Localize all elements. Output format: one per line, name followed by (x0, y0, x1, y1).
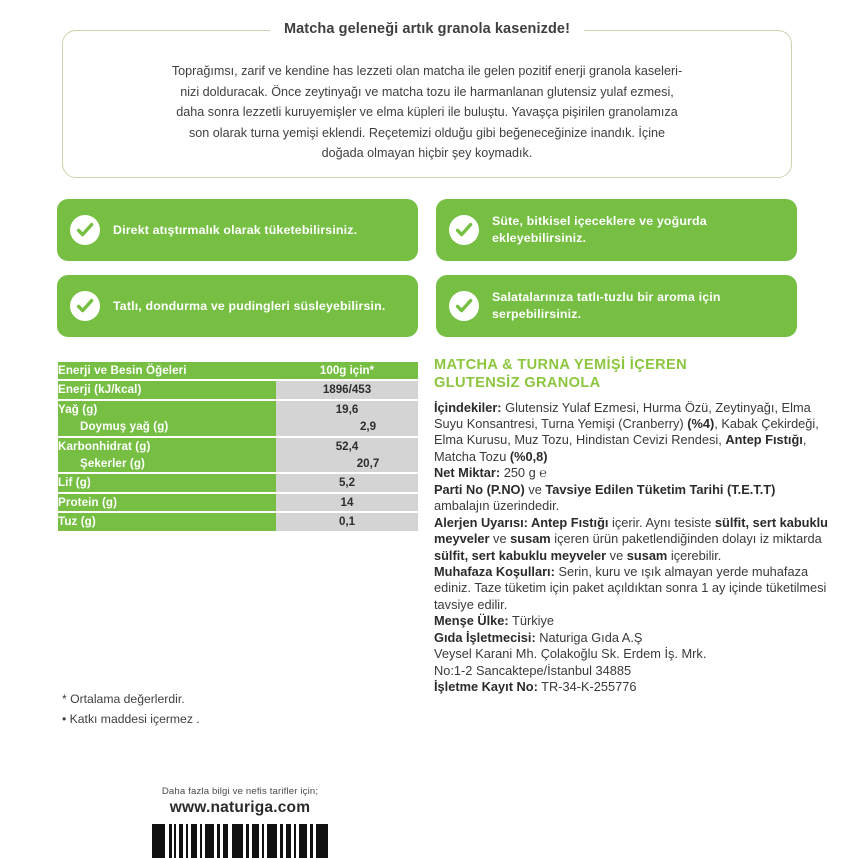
benefits-grid (57, 199, 797, 337)
benefit-box-salad (436, 275, 797, 337)
row-label-saturated-fat: Doymuş yağ (g) (80, 420, 169, 434)
product-info-column (434, 357, 832, 695)
product-title-line1: MATCHA & TURNA YEMİŞİ İÇEREN (434, 357, 688, 373)
description-title-wrap (63, 20, 791, 38)
ingredients-text-3: , Matcha Tozu (434, 432, 807, 464)
origin-value: Türkiye (508, 613, 554, 629)
description-line: Toprağımsı, zarif ve kendine has lezzeti olan matcha ile gelen pozitif enerji granola kaseleri- (171, 64, 683, 78)
address-line-1: Veysel Karani Mh. Çolakoğlu Sk. Erdem İş. Mrk. (434, 646, 707, 662)
row-label-carbohydrate-main: Karbonhidrat (g) (58, 439, 151, 453)
table-row (58, 474, 418, 491)
storage-paragraph (434, 564, 832, 613)
footnote-no-additives: • Katkı maddesi içermez . (62, 711, 200, 726)
product-title (434, 357, 832, 393)
check-icon (449, 215, 479, 245)
allergen-sesame-2: susam (626, 547, 668, 563)
allergen-sulphite-nuts: sülfit, sert kabuklu meyveler (434, 514, 828, 547)
allergen-text-5: içerebilir. (667, 547, 722, 563)
row-value-fat (276, 401, 418, 436)
ingredients-text: Glutensiz Yulaf Ezmesi, Hurma Özü, Zeytinyağı, Elma Suyu Konsantresi, Turna Yemişi (Cranberry) (434, 399, 811, 432)
operator-label: Gıda İşletmecisi: (434, 629, 536, 645)
allergen-text-2: ve (489, 531, 511, 547)
benefit-box-milk (436, 199, 797, 261)
row-value-salt: 0,1 (276, 513, 418, 530)
table-header-value: 100g için* (276, 362, 418, 379)
allergen-text-1: içerir. Aynı tesiste (608, 514, 715, 530)
ingredients-text-2: , Kabak Çekirdeği, Elma Kurusu, Muz Tozu, Hindistan Cevizi Rendesi, (434, 416, 819, 448)
row-value-carbohydrate-main: 52,4 (335, 439, 359, 453)
benefit-label: Tatlı, dondurma ve pudingleri süsleyebilirsin. (113, 298, 386, 313)
row-label-fat (58, 401, 276, 436)
barcode (152, 824, 328, 858)
net-quantity-paragraph (434, 465, 832, 481)
description-line: nizi dolduracak. Önce zeytinyağı ve matcha tozu ile harmanlanan glutensiz yulaf ezmesi, (180, 84, 674, 99)
row-value-saturated-fat: 2,9 (359, 420, 377, 434)
row-label-energy: Enerji (kJ/kcal) (58, 381, 276, 398)
storage-label: Muhafaza Koşulları: (434, 563, 555, 579)
allergen-pistachio: Antep Fıstığı (527, 514, 609, 530)
registry-label: İşletme Kayıt No: (434, 679, 538, 695)
origin-paragraph (434, 613, 832, 629)
check-icon (70, 215, 100, 245)
table-row (58, 401, 418, 436)
row-label-salt: Tuz (g) (58, 513, 276, 530)
table-row (58, 494, 418, 511)
best-before-label: Tavsiye Edilen Tüketim Tarihi (T.E.T.T) (545, 481, 776, 497)
table-header-row (58, 362, 418, 379)
allergen-text-3: içeren ürün paketlendiğinden dolayı iz miktarda (550, 531, 822, 547)
allergen-label: Alerjen Uyarısı: (434, 514, 528, 530)
table-header-label: Enerji ve Besin Öğeleri (58, 362, 276, 379)
allergen-text-4: ve (606, 547, 627, 563)
description-line: daha sonra lezzetli kuruyemişler ve elma küpleri ile buluştu. Yavaşça pişirilen granolamıza (176, 105, 678, 120)
origin-label: Menşe Ülke: (434, 613, 509, 629)
description-line: son olarak turna yemişi eklendi. Reçetemizi olduğu gibi beğeneceğinize inandık. İçine (188, 125, 666, 140)
table-row (58, 438, 418, 473)
net-quantity-label: Net Miktar: (434, 465, 501, 481)
row-value-energy: 1896/453 (276, 381, 418, 398)
website-url[interactable]: www.naturiga.com (169, 799, 311, 816)
row-value-carbohydrate (276, 438, 418, 473)
footnote-average: * Ortalama değerlerdir. (62, 692, 185, 706)
row-value-fat-main: 19,6 (335, 402, 359, 416)
net-quantity-value: 250 g ℮ (500, 465, 547, 481)
table-footnotes (62, 690, 422, 730)
row-label-fat-main: Yağ (g) (58, 402, 98, 416)
row-label-carbohydrate (58, 438, 276, 473)
benefit-box-snack (57, 199, 418, 261)
benefit-box-dessert (57, 275, 418, 337)
description-body (63, 31, 791, 164)
check-icon (70, 291, 100, 321)
row-label-protein: Protein (g) (58, 494, 276, 511)
allergen-sesame: susam (510, 531, 551, 547)
registry-paragraph (434, 679, 832, 695)
storage-text: Serin, kuru ve ışık almayan yerde muhafaza ediniz. Taze tüketim için paket açıldıktan sonra 1 ay içinde tüketilmesi tavsiye edilir. (434, 563, 827, 612)
allergen-paragraph (434, 515, 832, 564)
ingredients-pistachio: Antep Fıstığı (725, 432, 803, 448)
website-block (60, 786, 420, 858)
batch-note: ambalajın üzerindedir. (434, 498, 560, 514)
ingredients-percent-matcha: (%0,8) (509, 448, 548, 464)
description-line: doğada olmayan hiçbir şey koymadık. (321, 146, 533, 161)
row-label-fibre: Lif (g) (58, 474, 276, 491)
benefit-label: Süte, bitkisel içeceklere ve yoğurda ekleyebilirsiniz. (492, 214, 707, 245)
row-value-protein: 14 (276, 494, 418, 511)
ingredients-label: İçindekiler: (434, 399, 502, 415)
registry-value: TR-34-K-255776 (537, 679, 637, 695)
website-tagline: Daha fazla bilgi ve nefis tarifler için; (161, 786, 319, 797)
operator-paragraph (434, 630, 832, 646)
table-row (58, 381, 418, 398)
description-title: Matcha geleneği artık granola kasenizde! (270, 21, 584, 37)
benefit-label: Direkt atıştırmalık olarak tüketebilirsiniz. (113, 222, 358, 237)
batch-number-label: Parti No (P.NO) (434, 481, 525, 497)
row-label-sugars: Şekerler (g) (80, 456, 145, 470)
batch-paragraph (434, 482, 832, 515)
row-value-fibre: 5,2 (276, 474, 418, 491)
allergen-sulphite-nuts-2: sülfit, sert kabuklu meyveler (434, 547, 607, 563)
ingredients-percent-cranberry: (%4) (687, 416, 715, 432)
ingredients-paragraph (434, 400, 832, 466)
row-value-sugars: 20,7 (356, 456, 380, 470)
address-line-2: No:1-2 Sancaktepe/İstanbul 34885 (434, 662, 632, 678)
product-title-line2: GLUTENSİZ GRANOLA (434, 374, 601, 391)
nutrition-table (58, 360, 418, 533)
batch-conjunction: ve (524, 481, 546, 497)
description-panel (62, 21, 792, 178)
operator-value: Naturiga Gıda A.Ş (535, 629, 643, 645)
table-row (58, 513, 418, 530)
benefit-label: Salatalarınıza tatlı-tuzlu bir aroma için serpebilirsiniz. (492, 290, 721, 321)
check-icon (449, 291, 479, 321)
